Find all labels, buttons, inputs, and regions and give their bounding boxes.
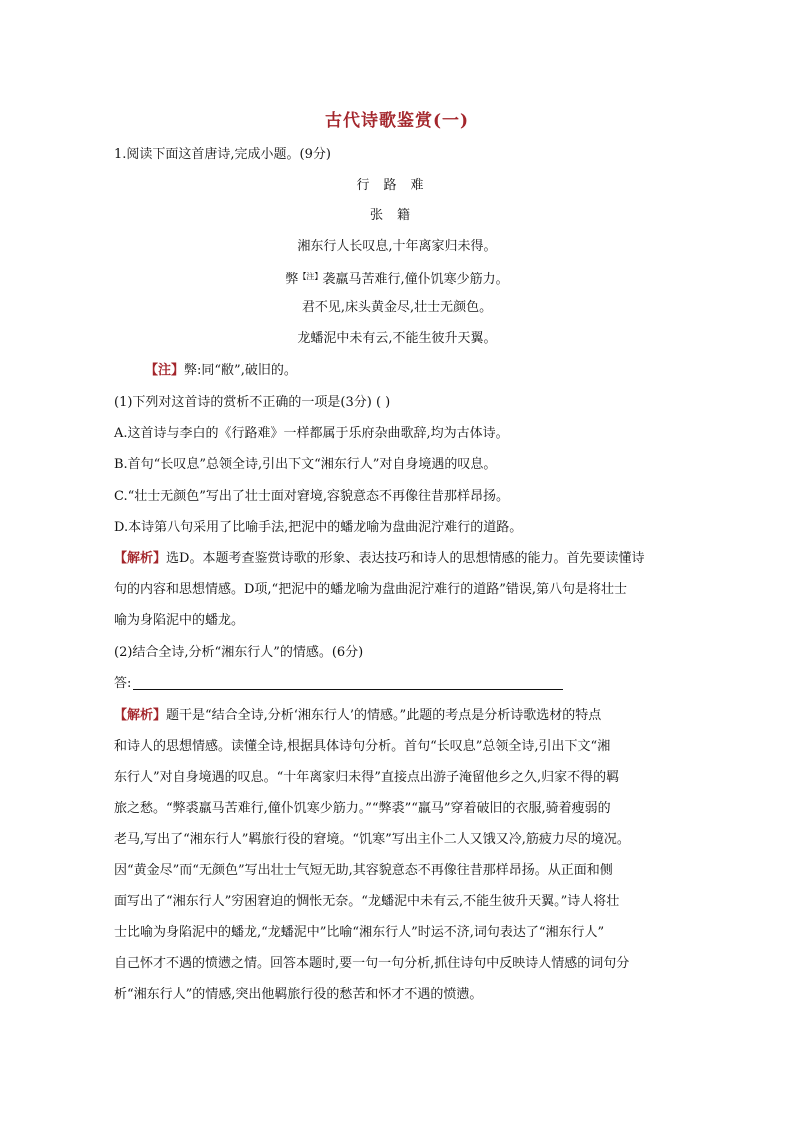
sub1-analysis-line-1 [114, 549, 680, 569]
sub2-analysis-line-8: 士比喻为身陷泥中的蟠龙,“龙蟠泥中”比喻“湘东行人”时运不济,词句表达了“湘东行人” [114, 925, 605, 940]
sub2-analysis-line-5: 老马,写出了“湘东行人”羁旅行役的窘境。“饥寒”写出主仆二人又饿又冷,筋疲力尽的境况。 [114, 832, 630, 847]
analysis-text: 题干是“结合全诗,分析‘湘东行人’的情感。”此题的考点是分析诗歌选材的特点 [166, 708, 602, 723]
option-a: A.这首诗与李白的《行路难》一样都属于乐府杂曲歌辞,均为古体诗。 [114, 426, 509, 441]
question-intro: 1.阅读下面这首唐诗,完成小题。(9分) [114, 147, 331, 162]
sub2-analysis-line-10: 析“湘东行人”的情感,突出他羁旅行役的愁苦和怀才不遇的愤懑。 [114, 987, 483, 1002]
poem-note [145, 361, 711, 381]
sub2-analysis-line-4: 旅之愁。“弊裘羸马苦难行,僮仆饥寒少筋力。”“弊裘”“羸马”穿着破旧的衣服,骑着瘦弱的 [114, 801, 611, 816]
sub1-analysis-line-2: 句的内容和思想情感。D项,“把泥中的蟠龙喻为盘曲泥泞难行的道路”错误,第八句是将壮士 [114, 582, 627, 597]
poem-line-1: 湘东行人长叹息,十年离家归未得。 [297, 239, 497, 254]
sub2-analysis-line-1 [114, 706, 680, 726]
sub2-analysis-line-6: 因“黄金尽”而“无颜色”写出壮士气短无助,其容貌意态不再像往昔那样昂扬。从正面和侧 [114, 863, 613, 878]
option-d: D.本诗第八句采用了比喻手法,把泥中的蟠龙喻为盘曲泥泞难行的道路。 [114, 520, 523, 535]
note-mark: 【注】 [298, 272, 323, 281]
answer-label: 答: [114, 676, 132, 691]
analysis-tag: 【解析】 [114, 708, 167, 723]
option-c: C.“壮士无颜色”写出了壮士面对窘境,容貌意态不再像往昔那样昂扬。 [114, 489, 510, 504]
poem-line-4: 龙蟠泥中未有云,不能生彼升天翼。 [297, 331, 497, 346]
poem-line-2-text: 袭羸马苦难行,僮仆饥寒少筋力。 [322, 272, 509, 287]
poem-line-2 [0, 267, 794, 290]
poem-title: 行路难 [356, 178, 438, 193]
analysis-tag: 【解析】 [114, 551, 167, 566]
analysis-text: 选D。本题考查鉴赏诗歌的形象、表达技巧和诗人的思想情感的能力。首先要读懂诗 [166, 551, 645, 566]
sub2-analysis-line-9: 自己怀才不遇的愤懑之情。回答本题时,要一句一句分析,抓住诗句中反映诗人情感的词句分 [114, 956, 630, 971]
option-b: B.首句“长叹息”总领全诗,引出下文“湘东行人”对自身境遇的叹息。 [114, 457, 497, 472]
page-title: 古代诗歌鉴赏(一) [324, 111, 470, 131]
sub2-analysis-line-7: 面写出了“湘东行人”穷困窘迫的惆怅无奈。“龙蟠泥中未有云,不能生彼升天翼。”诗人将壮 [114, 894, 620, 909]
answer-blank[interactable] [133, 677, 563, 690]
poem-line-3: 君不见,床头黄金尽,壮士无颜色。 [301, 300, 493, 315]
note-text: 弊:同“敝”,破旧的。 [184, 363, 297, 378]
sub2-analysis-line-2: 和诗人的思想情感。读懂全诗,根据具体诗句分析。首句“长叹息”总领全诗,引出下文“湘 [114, 739, 611, 754]
sub2-analysis-line-3: 东行人”对自身境遇的叹息。“十年离家归未得”直接点出游子淹留他乡之久,归家不得的羁 [114, 770, 620, 785]
poem-author: 张籍 [369, 208, 424, 223]
answer-line [114, 674, 680, 694]
note-tag: 【注】 [145, 363, 185, 378]
sub2-stem: (2)结合全诗,分析“湘东行人”的情感。(6分) [114, 645, 364, 660]
sub1-stem: (1)下列对这首诗的赏析不正确的一项是(3分) ( ) [114, 395, 391, 410]
poem-line-2-prefix: 弊 [285, 272, 299, 287]
sub1-analysis-line-3: 喻为身陷泥中的蟠龙。 [114, 613, 245, 628]
